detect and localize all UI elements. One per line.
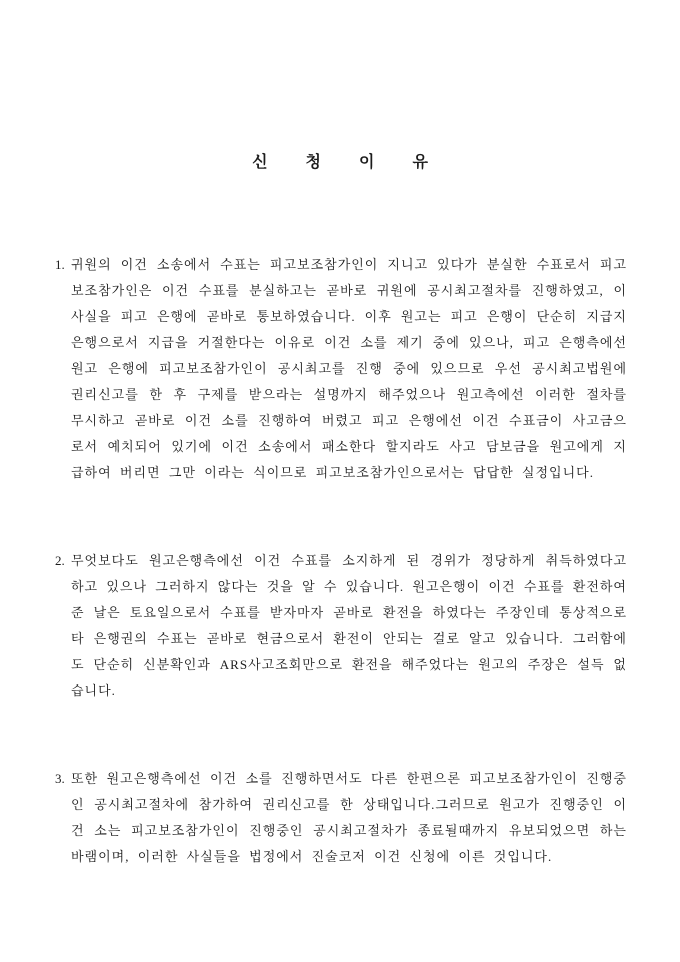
document-title: 신 청 이 유 xyxy=(252,154,430,171)
paragraph-2-number: 2. xyxy=(55,553,65,568)
paragraph-1-text: 귀원의 이건 소송에서 수표는 피고보조참가인이 지니고 있다가 분실한 수표로서 피고보조참가인은 이건 수표를 분실하고는 곧바로 귀원에 공시최고절차를 진행하였고, 이 사실을 피고 은행에 곧바로 통보하였습니다. 이후 원고는 피고 은행이 단순히 지급지 은행으로서 지급을 거절한다는 이유로 이건 소를 제기 중에 있으나, 피고 은행측에선 원고 은행에 피고보조참가인이 공시최고를 진행 중에 있으므로 우선 공시최고법원에 권리신고를 한 후 구제를 받으라는 설명까지 해주었으나 원고측에선 이러한 절차를 무시하고 곧바로 이건 소를 진행하여 버렸고 피고 은행에선 이건 수표금이 사고금으로서 예치되어 있기에 이건 소송에서 패소한다 할지라도 사고 담보금을 원고에게 지급하여 버리면 그만 이라는 식이므로 피고보조참가인으로서는 답답한 실정입니다. xyxy=(71,257,627,480)
paragraph-2-text: 무엇보다도 원고은행측에선 이건 수표를 소지하게 된 경위가 정당하게 취득하였다고 하고 있으나 그러하지 않다는 것을 알 수 있습니다. 원고은행이 이건 수표를 환전하여준 날은 토요일으로서 수표를 받자마자 곧바로 환전을 하였다는 주장인데 통상적으로 타 은행권의 수표는 곧바로 현금으로서 환전이 안되는 걸로 알고 있습니다. 그러함에도 단순히 신분확인과 ARS사고조회만으로 환전을 해주었다는 원고의 주장은 설득 없습니다. xyxy=(71,553,627,698)
paragraph-1-number: 1. xyxy=(55,257,65,272)
paragraph-3-text: 또한 원고은행측에선 이건 소를 진행하면서도 다른 한편으론 피고보조참가인이 진행중인 공시최고절차에 참가하여 권리신고를 한 상태입니다.그러므로 원고가 진행중인 이건 소는 피고보조참가인이 진행중인 공시최고절차가 종료될때까지 유보되었으면 하는 바램이며, 이러한 사실들을 법정에서 진술코저 이건 신청에 이른 것입니다. xyxy=(71,771,627,864)
paragraph-3-number: 3. xyxy=(55,771,65,786)
paragraph-1 xyxy=(55,252,627,486)
paragraph-2 xyxy=(55,548,627,704)
paragraph-3 xyxy=(55,766,627,870)
